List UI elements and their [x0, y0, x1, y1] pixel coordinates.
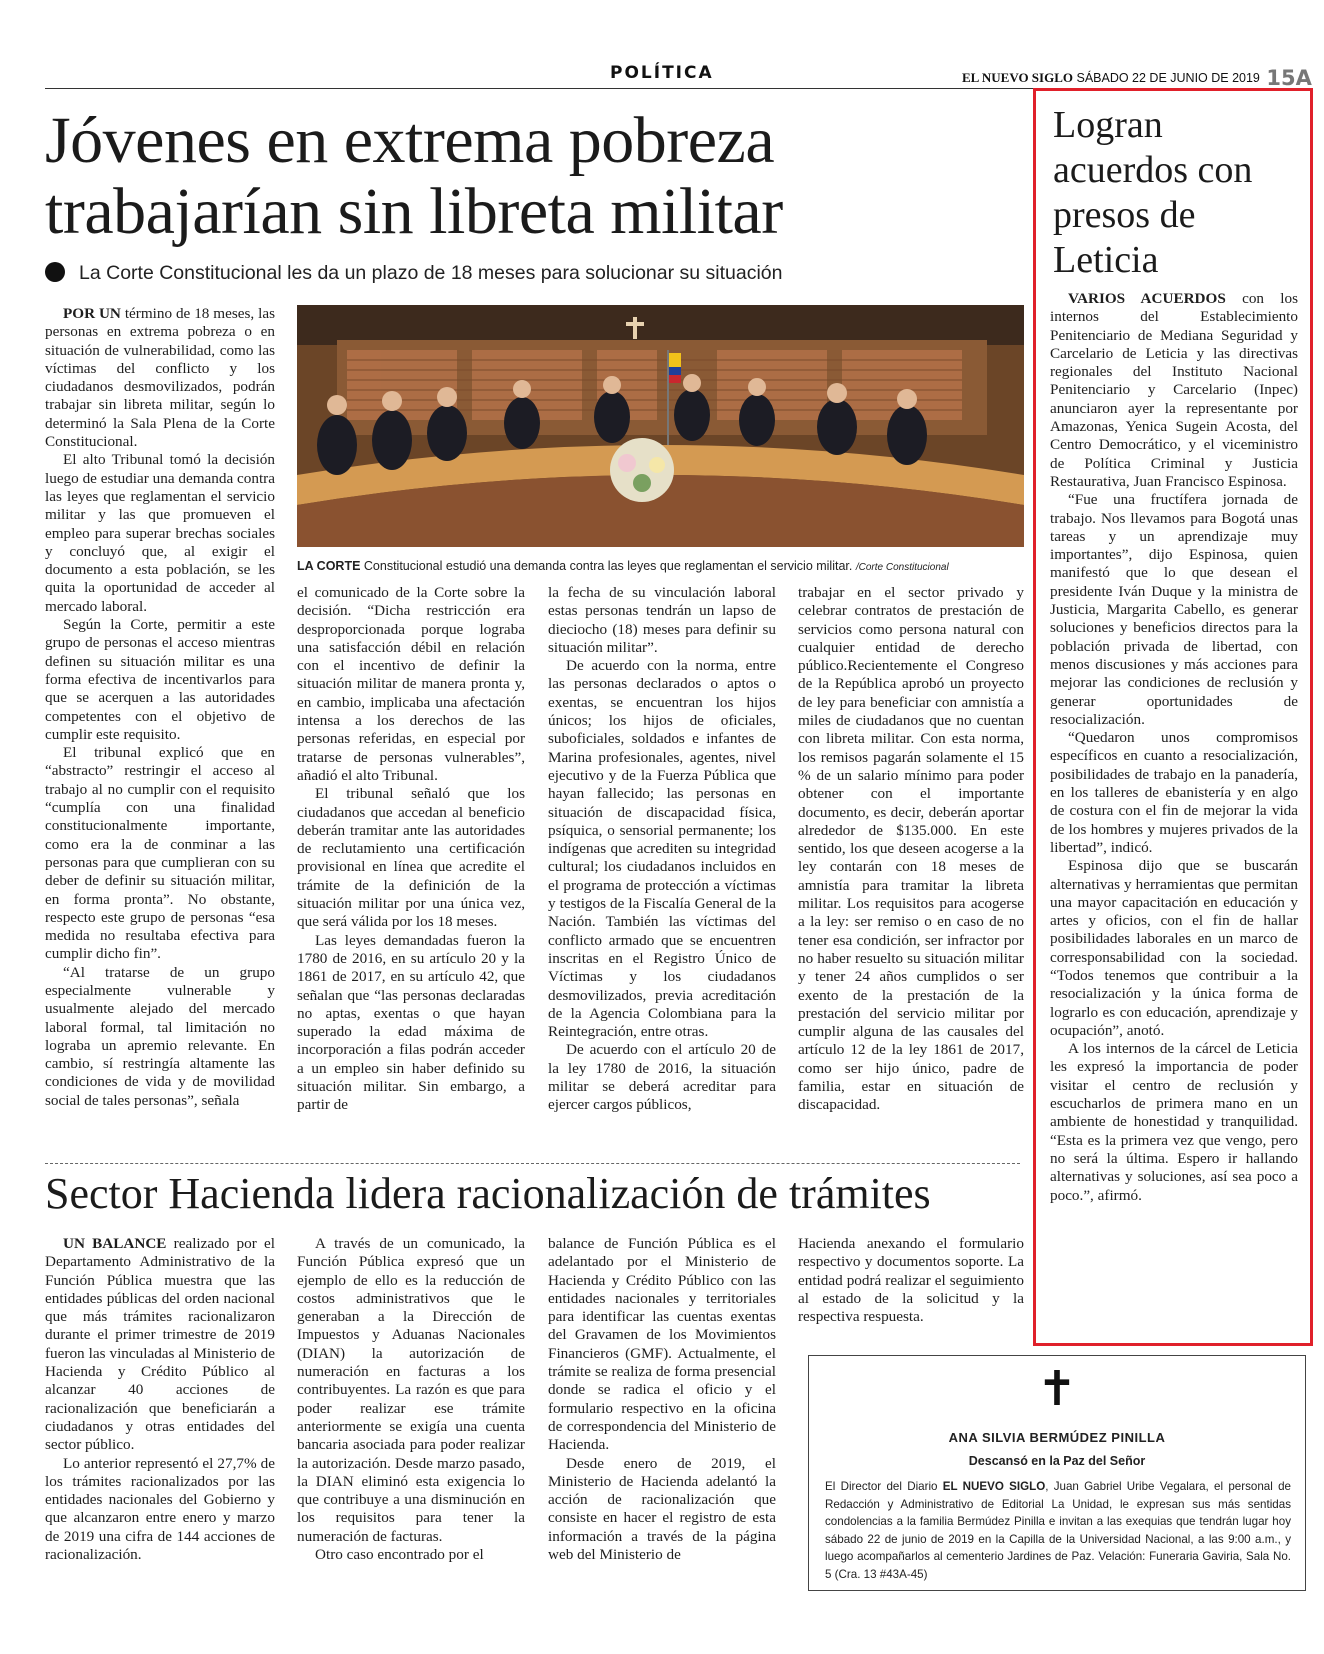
lead-in: UN BALANCE: [63, 1235, 167, 1252]
paragraph: El alto Tribunal tomó la decisión luego de estudiar una demanda contra las leyes que reglamentan el servicio militar y las que promueven el empleo para superar brechas sociales y concluyó que, al exigir el documento a esta población, se les quita la oportunidad de acceder al mercado laboral.: [45, 451, 275, 615]
paragraph: “Fue una fructífera jornada de trabajo. Nos llevamos para Bogotá unas tareas y un aprendizaje muy importantes”, dijo Espinosa, quien manifestó que lo que desean el presidente Iván Duque y la ministra de Justicia, Margarita Cabello, es generar soluciones y beneficios directos para la población privada de libertad, con menos discusiones y más acciones para mejorar las condiciones de reclusión y generar oportunidades de resocialización.: [1050, 491, 1298, 728]
paragraph: Otro caso encontrado por el: [315, 1546, 484, 1564]
paragraph: con los internos del Establecimiento Penitenciario de Mediana Seguridad y Carcelario de Leticia y las directivas regionales del Instituto Nacional Penitenciario y Carcelario (Inpec) anunciaron ayer la representante por Amazonas, Yenica Sugein Acosta, del Centro Democrático, y el viceministro de Política Criminal y Justicia Restaurativa, Juan Francisco Espinosa.: [1050, 290, 1299, 490]
message-text: El Director del Diario: [825, 1480, 943, 1493]
paragraph: Según la Corte, permitir a este grupo de personas el acceso mientras definen su situación militar es una forma efectiva de incentivarlos para que se acerquen a las autoridades competentes con el objetivo de cumplir este requisito.: [45, 616, 275, 743]
second-column-2: [297, 1235, 525, 1564]
paragraph: Desde enero de 2019, el Ministerio de Hacienda adelantó la acción de racionalización que consiste en hacer el registro de esta información a través de la página web del Ministerio de: [548, 1454, 776, 1564]
newspaper-name: EL NUEVO SIGLO: [962, 70, 1073, 85]
second-column-1: [45, 1235, 275, 1564]
paragraph: A los internos de la cárcel de Leticia les expresó la importancia de poder visitar el centro de reclusión y escucharlos de primera mano en un ambiente de honestidad y tranquilidad. “Esta es la primera vez que vengo, pero no será la última. Espero ir hallando alternativas y soluciones, así sea poco a poco.”, afirmó.: [1050, 1040, 1298, 1204]
message-text: , Juan Gabriel Uribe Vegalara, el personal de Redacción y Administrativo de Editorial La Unidad, le expresan sus más sentidas condolencias a la familia Bermúdez Pinilla e invitan a las exequias que tendrán lugar hoy sábado 22 de junio de 2019 en la Capilla de la Universidad Nacional, a las 9:00 a.m., y luego acompañarlos al cementerio Jardines de Paz. Velación: Funeraria Gaviria, Sala No. 5 (Cra. 13 #43A-45): [825, 1480, 1292, 1581]
second-column-4: [798, 1235, 1024, 1326]
message-paper: EL NUEVO SIGLO: [942, 1480, 1046, 1493]
court-photo: [297, 305, 1024, 547]
sidebar-column: [1050, 290, 1298, 1205]
paragraph: De acuerdo con la norma, entre las personas declarados o aptos o exentas, se encuentran los hijos únicos; los hijos de oficiales, suboficiales, soldados e infantes de Marina profesionales, agentes, nivel ejecutivo y de la Fuerza Pública que hayan fallecido; las personas en situación de discapacidad física, psíquica, o sensorial permanente; los indígenas que acrediten su integridad cultural; los ciudadanos incluidos en el programa de protección a víctimas y testigos de la Fiscalía General de la Nación. También las víctimas del conflicto armado que se encuentren inscritas en el Registro Único de Víctimas y los ciudadanos desmovilizados, previa acreditación de la Agencia Colombiana para la Reintegración, entre otras.: [548, 657, 776, 1041]
obituary-notice: [808, 1355, 1306, 1591]
paragraph: “Quedaron unos compromisos específicos en cuanto a resocialización, posibilidades de trabajo en la panadería, en los talleres de ebanistería y en algo de costura con el fin de mejorar la vida de los hombres y mujeres privados de la libertad”, indicó.: [1050, 729, 1298, 856]
paragraph: El tribunal señaló que los ciudadanos que accedan al beneficio deberán tramitar ante las autoridades de reclutamiento una certificación provisional en línea que acredite el trámite de la definición de la situación militar por una única vez, que será válida por los 18 meses.: [297, 785, 525, 931]
lead-in: VARIOS ACUERDOS: [1068, 290, 1226, 307]
paragraph: la fecha de su vinculación laboral estas personas tendrán un lapso de dieciocho (18) meses para definir su situación militar”.: [548, 584, 776, 656]
photo-caption: [297, 559, 1025, 573]
paragraph: término de 18 meses, las personas en extrema pobreza o en situación de vulnerabilidad, como las víctimas del conflicto y los ciudadanos desmovilizados, podrán trabajar sin libreta militar, según lo determinó la Sala Plena de la Corte Constitucional.: [45, 305, 275, 451]
main-column-2: [297, 584, 525, 1115]
paragraph: Hacienda anexando el formulario respectivo y documentos soporte. La entidad podrá realizar el seguimiento al estado de la solicitud y la respectiva respuesta.: [798, 1235, 1024, 1326]
caption-lead: LA CORTE: [297, 559, 361, 573]
paragraph: balance de Función Pública es el adelantado por el Ministerio de Hacienda y Crédito Público con las entidades nacionales y territoriales para identificar las cuentas exentas del Gravamen de los Movimientos Financieros (GMF). Actualmente, el trámite se realiza de forma presencial donde se radica el oficio y el formulario respectivo en la oficina de correspondencia del Ministerio de Hacienda.: [548, 1235, 776, 1454]
main-column-1: [45, 305, 275, 1110]
paragraph: A través de un comunicado, la Función Pública expresó que un ejemplo de ello es la reducción de costos administrativos que le generaban a la Dirección de Impuestos y Aduanas Nacionales (DIAN) la autorización de numeración en facturas a los contribuyentes. La razón es que para poder realizar ese trámite anteriormente se exigía una cuenta bancaria asociada para poder realizar la autorización. Desde marzo pasado, la DIAN eliminó esta exigencia lo que contribuye a una disminución en los requisitos para tener la numeración de facturas.: [297, 1235, 525, 1545]
paragraph: Espinosa dijo que se buscarán alternativas y herramientas que permitan una mayor capacitación en educación y artes y oficios, con el fin de hallar posibilidades laborales en un marco de corresponsabilidad con la sociedad. “Todos tenemos que contribuir a la resocialización y la única forma de lograrlo es con educación, aprendizaje y ocupación”, anotó.: [1050, 857, 1298, 1039]
main-column-3: [548, 584, 776, 1115]
paragraph: el comunicado de la Corte sobre la decisión. “Dicha restricción era desproporcionada porque lograba una satisfacción débil en relación con el incentivo de definir la situación militar de manera pronta y, en cambio, implicaba una afectación intensa a los derechos de las personas referidas, en especial por tratarse de personas vulnerables”, añadió el alto Tribunal.: [297, 584, 525, 784]
second-headline: Sector Hacienda lidera racionalización de trámites: [45, 1169, 931, 1218]
main-headline: Jóvenes en extrema pobreza trabajarían sin libreta militar: [45, 104, 783, 248]
main-subhead: [45, 262, 783, 285]
section-label: POLÍTICA: [610, 63, 714, 83]
rest-line: Descansó en la Paz del Señor: [968, 1454, 1146, 1468]
main-column-4: [798, 584, 1024, 1115]
second-column-3: [548, 1235, 776, 1564]
paragraph: “Al tratarse de un grupo especialmente vulnerable y usualmente alejado del mercado laboral formal, tal limitación no lograba un apremio relevante. En cambio, sí restringía altamente las condiciones de vida y de movilidad social de tales personas”, señala: [45, 963, 275, 1109]
paragraph: El tribunal explicó que en “abstracto” restringir el acceso al trabajo al no cumplir con el requisito “cumplía con una finalidad constitucionalmente importante, como era la de conminar a las personas para que cumplieran con su deber de definir su situación militar, en forma pronta”. No obstante, respecto este grupo de personas “esa medida no resultaba efectiva para cumplir dicho fin”.: [45, 744, 275, 963]
sidebar-headline: Logran acuerdos con presos de Leticia: [1053, 104, 1253, 281]
photo-credit: /Corte Constitucional: [855, 562, 949, 573]
article-divider: [45, 1163, 1020, 1164]
paragraph: trabajar en el sector privado y celebrar contratos de prestación de servicios como persona natural con cualquier entidad de derecho público.Recientemente el Congreso de la República aprobó un proyecto de ley para beneficiar con amnistía a miles de ciudadanos que no cuentan con libreta militar. Con esta norma, los remisos pagarán solamente el 15 % de un salario mínimo para poder obtener con el importante documento, es decir, deberán aportar alrededor de $135.000. En este sentido, los que deseen acogerse a la ley contarán con 18 meses de amnistía para tramitar la libreta militar. Los requisitos para acogerse a la ley: ser remiso o en caso de no tener esa condición, ser infractor por no haber resuelto su situación militar y tener 24 años cumplidos o ser exento de la prestación de la prestación del servicio militar por cumplir alguna de las causales del artículo 12 de la ley 1861 de 2017, como ser hijo único, padre de familia, estar en situación de discapacidad.: [798, 584, 1024, 1114]
masthead: [962, 66, 1312, 90]
page-number: 15A: [1266, 66, 1312, 90]
cross-icon: ✝: [1036, 1363, 1078, 1416]
issue-date: SÁBADO 22 DE JUNIO DE 2019: [1076, 71, 1260, 85]
subhead-text: La Corte Constitucional les da un plazo de 18 meses para solucionar su situación: [79, 262, 783, 284]
paragraph: Las leyes demandadas fueron la 1780 de 2016, en su artículo 20 y la 1861 de 2017, en su artículo 42, que señalan que “las personas declaradas no aptas, exentas o que hayan superado la edad máxima de incorporación a filas podrán acceder a un empleo sin haber definido su situación militar. Sin embargo, a partir de: [297, 931, 525, 1114]
paragraph: De acuerdo con el artículo 20 de la ley 1780 de 2016, la situación militar se deberá acreditar para ejercer cargos públicos,: [548, 1041, 776, 1114]
bullet-icon: [45, 262, 65, 282]
caption-text: Constitucional estudió una demanda contra las leyes que reglamentan el servicio militar.: [360, 559, 853, 573]
lead-in: POR UN: [63, 305, 121, 322]
condolence-message: [825, 1478, 1291, 1583]
deceased-name: ANA SILVIA BERMÚDEZ PINILLA: [948, 1430, 1166, 1445]
paragraph: Lo anterior representó el 27,7% de los trámites racionalizados por las entidades nacionales del Gobierno y que alcanzaron entre enero y marzo de 2019 una cifra de 144 acciones de racionalización.: [45, 1454, 275, 1564]
paragraph: realizado por el Departamento Administrativo de la Función Pública muestra que las entidades públicas del orden nacional que más trámites racionalizaron durante el primer trimestre de 2019 fueron las vinculadas al Ministerio de Hacienda y Crédito Público al alcanzar 40 acciones de racionalización que beneficiarán a ciudadanos y otras entidades del sector público.: [45, 1235, 275, 1454]
